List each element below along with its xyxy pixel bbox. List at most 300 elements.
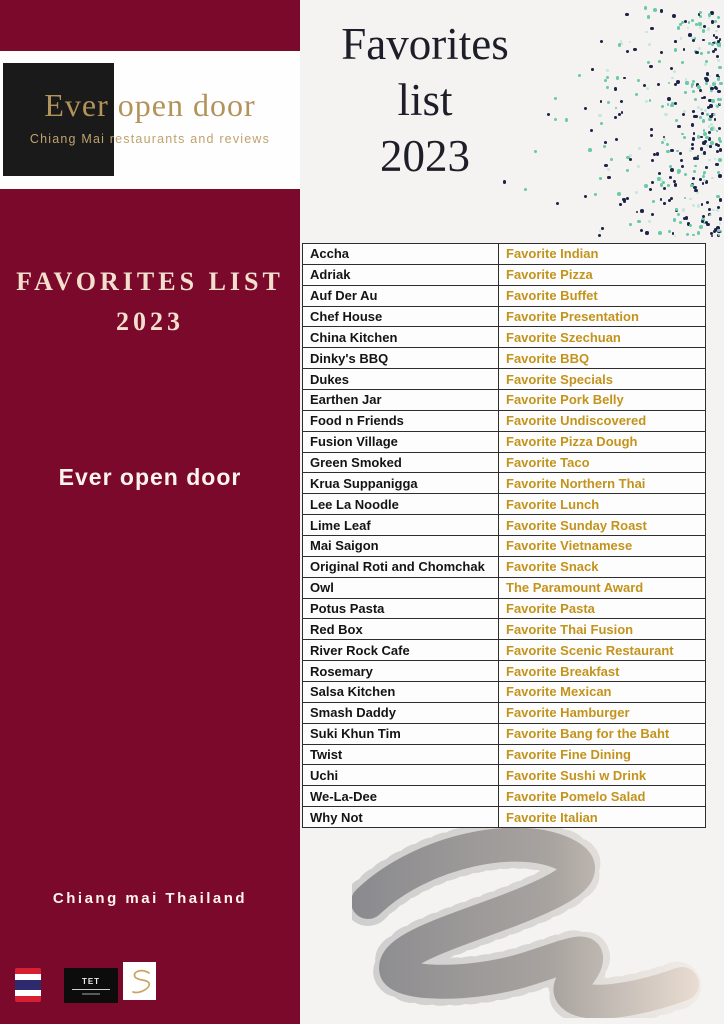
restaurant-name-cell: Green Smoked	[303, 452, 499, 473]
scatter-dot	[699, 89, 702, 92]
restaurant-name-cell: Earthen Jar	[303, 390, 499, 411]
scatter-dot	[648, 43, 651, 46]
restaurant-name-cell: Auf Der Au	[303, 285, 499, 306]
scatter-dot	[698, 13, 701, 16]
table-row	[303, 494, 706, 515]
scatter-dot	[626, 169, 629, 172]
scatter-dot	[667, 184, 670, 187]
table-row	[303, 765, 706, 786]
scatter-dot	[717, 98, 720, 101]
table-row	[303, 348, 706, 369]
page-title-line3: 2023	[380, 131, 470, 181]
scatter-dot	[663, 187, 666, 190]
restaurant-name-cell: Salsa Kitchen	[303, 682, 499, 703]
scatter-dot	[704, 63, 707, 66]
scatter-dot	[710, 90, 713, 93]
scatter-dot	[709, 115, 713, 119]
scatter-dot	[682, 208, 685, 211]
scatter-dot	[691, 37, 694, 40]
scatter-dot	[719, 217, 723, 221]
scatter-dot	[700, 147, 703, 150]
scatter-dot	[692, 110, 695, 113]
scatter-dot	[715, 87, 718, 90]
scatter-dot	[691, 19, 694, 22]
scatter-dot	[692, 39, 695, 42]
scatter-dot	[675, 119, 679, 123]
scatter-dot	[670, 104, 673, 107]
scatter-dot	[687, 27, 689, 29]
restaurant-name-cell: Red Box	[303, 619, 499, 640]
scatter-dot	[600, 100, 603, 103]
scatter-dot	[694, 156, 698, 160]
tet-logo-subtext	[82, 993, 100, 995]
scatter-dot	[675, 208, 678, 211]
restaurant-name-cell: Fusion Village	[303, 431, 499, 452]
scatter-dot	[668, 82, 671, 85]
award-cell: Favorite BBQ	[499, 348, 706, 369]
scatter-dot	[714, 81, 717, 84]
scatter-dot	[697, 204, 700, 207]
scatter-dot	[710, 11, 714, 15]
scatter-dot	[638, 147, 641, 150]
scatter-dot	[695, 51, 698, 54]
favorites-table	[302, 243, 706, 828]
scatter-dot	[669, 176, 672, 179]
scatter-dot	[691, 83, 695, 87]
table-row	[303, 807, 706, 828]
scatter-dot	[607, 168, 610, 171]
scatter-dot	[717, 230, 721, 234]
restaurant-name-cell: Potus Pasta	[303, 598, 499, 619]
scatter-dot	[715, 143, 718, 146]
scatter-dot	[713, 230, 716, 233]
scatter-dot	[716, 209, 719, 212]
restaurant-name-cell: We-La-Dee	[303, 786, 499, 807]
scatter-dot	[660, 51, 663, 54]
scatter-dot	[713, 41, 717, 45]
scatter-dot	[685, 216, 689, 220]
scatter-dot	[620, 40, 622, 42]
scatter-dot	[661, 105, 664, 108]
restaurant-name-cell: Suki Khun Tim	[303, 723, 499, 744]
scatter-dot	[686, 233, 690, 237]
scatter-dot	[694, 115, 698, 119]
scatter-dot	[614, 87, 617, 90]
scatter-dot	[693, 186, 697, 190]
table-row	[303, 702, 706, 723]
scatter-dot	[697, 85, 701, 89]
scatter-dot	[635, 191, 638, 194]
scatter-dot	[702, 119, 705, 122]
award-cell: Favorite Pizza Dough	[499, 431, 706, 452]
scatter-dot	[712, 126, 715, 129]
scatter-dot	[601, 227, 604, 230]
scatter-dot	[719, 198, 723, 202]
scatter-dot	[715, 104, 718, 107]
scatter-dot	[644, 184, 648, 188]
scatter-dot	[669, 165, 672, 168]
scatter-dot	[682, 113, 686, 117]
scatter-dot	[718, 233, 721, 236]
scatter-dot	[643, 84, 646, 87]
scatter-dot	[614, 116, 617, 119]
sidebar-brand: Ever open door	[58, 464, 242, 490]
table-row	[303, 598, 706, 619]
scatter-dot	[677, 171, 681, 175]
flag-stripe	[15, 996, 41, 1002]
scatter-dot	[705, 60, 708, 63]
award-cell: Favorite Italian	[499, 807, 706, 828]
scatter-dot	[668, 230, 671, 233]
scatter-dot	[671, 77, 673, 79]
scatter-dot	[681, 133, 684, 136]
scatter-dot	[647, 61, 650, 64]
scatter-dot	[718, 42, 722, 46]
scatter-dot	[684, 91, 687, 94]
restaurant-name-cell: Accha	[303, 244, 499, 265]
scatter-dot	[699, 178, 702, 181]
scatter-dot	[649, 65, 653, 69]
scatter-dot	[637, 165, 640, 168]
scatter-dot	[666, 143, 669, 146]
scatter-dot	[716, 195, 720, 199]
scatter-dot	[712, 82, 716, 86]
restaurant-name-cell: Lime Leaf	[303, 515, 499, 536]
scatter-dot	[691, 143, 695, 147]
award-cell: The Paramount Award	[499, 577, 706, 598]
restaurant-name-cell: Uchi	[303, 765, 499, 786]
scatter-dot	[713, 128, 716, 131]
scatter-dot	[645, 100, 648, 103]
scatter-dot	[620, 42, 623, 45]
scatter-dot	[598, 234, 601, 237]
scatter-dot	[715, 36, 718, 39]
scatter-dot	[644, 6, 648, 10]
scatter-dot	[650, 134, 653, 137]
scatter-dot	[649, 188, 653, 192]
logo-title: Ever open door	[44, 87, 256, 123]
table-row	[303, 244, 706, 265]
scatter-dot	[657, 83, 660, 86]
scatter-dot	[666, 150, 669, 153]
scatter-dot	[719, 140, 722, 143]
scatter-dot	[565, 118, 568, 121]
favorites-table-body	[303, 244, 706, 828]
table-row	[303, 723, 706, 744]
scatter-dot	[692, 204, 695, 207]
scatter-dot	[705, 166, 708, 169]
scatter-dot	[699, 15, 702, 18]
scatter-dot	[719, 45, 722, 48]
scatter-dot	[645, 231, 648, 234]
scatter-dot	[718, 158, 722, 162]
award-cell: Favorite Sushi w Drink	[499, 765, 706, 786]
scatter-dot	[625, 13, 628, 16]
scatter-dot	[718, 127, 721, 130]
scatter-dot	[700, 108, 703, 111]
scatter-dot	[606, 69, 609, 72]
scatter-dot	[717, 77, 720, 80]
scatter-dot	[606, 76, 609, 79]
scatter-dot	[711, 99, 715, 103]
restaurant-name-cell: River Rock Cafe	[303, 640, 499, 661]
scatter-dot	[584, 107, 587, 110]
restaurant-name-cell: Krua Suppanigga	[303, 473, 499, 494]
scatter-dot	[645, 31, 648, 34]
scatter-dot	[651, 159, 654, 162]
scatter-dot	[588, 148, 592, 152]
scatter-dot	[706, 201, 709, 204]
scatter-dot	[713, 113, 716, 116]
scatter-dot	[660, 183, 664, 187]
scatter-dot	[705, 221, 708, 224]
table-row	[303, 619, 706, 640]
scatter-dot	[554, 97, 557, 100]
restaurant-name-cell: Twist	[303, 744, 499, 765]
scatter-dot	[610, 158, 613, 161]
tet-logo-label: TET	[81, 976, 101, 986]
scatter-dot	[606, 86, 609, 89]
scatter-dot	[658, 172, 661, 175]
scatter-dot	[626, 50, 629, 53]
scatter-dot	[674, 235, 676, 237]
scatter-dot	[705, 77, 708, 80]
table-row	[303, 431, 706, 452]
scatter-dot	[683, 217, 686, 220]
scatter-dot	[708, 159, 710, 161]
table-row	[303, 452, 706, 473]
sidebar-location: Chiang mai Thailand	[52, 890, 248, 907]
scatter-dot	[706, 223, 709, 226]
scatter-dot	[719, 38, 722, 41]
scatter-dot	[708, 137, 711, 140]
scatter-dot	[673, 180, 676, 183]
award-cell: Favorite Mexican	[499, 682, 706, 703]
restaurant-name-cell: Owl	[303, 577, 499, 598]
scatter-dot	[692, 90, 695, 93]
scatter-dot	[703, 171, 706, 174]
scatter-dot	[706, 113, 709, 116]
scatter-dot	[699, 225, 703, 229]
scatter-dot	[677, 26, 681, 30]
scatter-dot	[621, 111, 624, 114]
scatter-dot	[703, 132, 707, 136]
scatter-dot	[708, 213, 711, 216]
restaurant-name-cell: Dinky's BBQ	[303, 348, 499, 369]
signature-icon	[127, 966, 153, 996]
scatter-dot	[554, 118, 558, 122]
scatter-dot	[717, 234, 720, 237]
scatter-dot	[626, 197, 629, 200]
scatter-dot	[704, 140, 707, 143]
scatter-dot	[711, 177, 714, 180]
scatter-dot	[673, 218, 676, 221]
scatter-dot	[716, 105, 719, 108]
scatter-dot	[584, 195, 587, 198]
scatter-dot	[691, 147, 694, 150]
scatter-dot	[701, 97, 704, 100]
award-cell: Favorite Vietnamese	[499, 536, 706, 557]
table-row	[303, 285, 706, 306]
scatter-dot	[701, 220, 704, 223]
scatter-dot	[676, 80, 680, 84]
scatter-dot	[706, 144, 709, 147]
scatter-dot	[629, 154, 632, 157]
restaurant-name-cell: Food n Friends	[303, 410, 499, 431]
scatter-dot	[694, 98, 697, 101]
scatter-dot	[692, 80, 696, 84]
scatter-dot	[718, 174, 721, 177]
scatter-dot	[693, 170, 696, 173]
scatter-dot	[674, 48, 677, 51]
scatter-dot	[662, 181, 665, 184]
scatter-dot	[717, 171, 721, 175]
scatter-dot	[688, 21, 691, 24]
scatter-dot	[664, 113, 667, 116]
table-row	[303, 390, 706, 411]
page-title-line2: list	[397, 75, 453, 125]
restaurant-name-cell: Lee La Noodle	[303, 494, 499, 515]
scatter-dot	[699, 86, 702, 89]
scatter-dot	[622, 198, 626, 202]
sidebar	[0, 0, 300, 1024]
scatter-dot	[697, 106, 700, 109]
scatter-dot	[694, 50, 697, 53]
scatter-dot	[696, 157, 699, 160]
scatter-dot	[697, 231, 701, 235]
scatter-dot	[650, 27, 654, 31]
scatter-dot	[702, 175, 705, 178]
scatter-dot	[719, 148, 722, 151]
scatter-dot	[718, 137, 722, 141]
scatter-dot	[700, 52, 703, 55]
scatter-dot	[618, 113, 621, 116]
scatter-dot	[709, 75, 711, 77]
scatter-dot	[674, 40, 677, 43]
scatter-dot	[684, 173, 687, 176]
scatter-dot	[708, 125, 711, 128]
scatter-dot	[709, 104, 713, 108]
scatter-dot	[649, 99, 652, 102]
scatter-dot	[677, 213, 680, 216]
award-cell: Favorite Indian	[499, 244, 706, 265]
scatter-dot	[650, 128, 653, 131]
tet-logo	[64, 968, 118, 1003]
scatter-dot	[692, 234, 695, 237]
table-row	[303, 744, 706, 765]
award-cell: Favorite Sunday Roast	[499, 515, 706, 536]
scatter-dot	[719, 230, 722, 233]
scatter-dot	[677, 125, 681, 129]
scatter-dot	[697, 135, 701, 139]
scatter-dot	[679, 221, 682, 224]
scatter-dot	[672, 232, 675, 235]
scatter-dot	[658, 60, 661, 63]
scatter-dot	[640, 209, 644, 213]
scatter-dot	[708, 17, 711, 20]
scatter-dot	[699, 26, 702, 29]
scatter-dot	[719, 82, 723, 86]
scatter-dot	[607, 176, 611, 180]
scatter-dot	[640, 229, 643, 232]
scatter-dot	[671, 102, 674, 105]
scatter-dot	[683, 48, 686, 51]
scatter-dot	[619, 203, 622, 206]
scatter-dot	[714, 158, 717, 161]
scatter-dot	[679, 23, 682, 26]
sidebar-heading-line2: 2023	[116, 307, 184, 336]
scatter-dot	[636, 211, 639, 214]
scatter-dot	[687, 222, 691, 226]
scatter-dot	[714, 20, 717, 23]
scatter-dot	[702, 29, 706, 33]
scatter-dot	[694, 189, 697, 192]
scatter-dot	[637, 79, 640, 82]
scatter-dot	[620, 100, 623, 103]
page-title-line1: Favorites	[341, 19, 509, 69]
scatter-dot	[607, 101, 610, 104]
brush-swoosh-decoration	[352, 828, 712, 1018]
scatter-dot	[600, 40, 603, 43]
scatter-dot	[675, 208, 678, 211]
scatter-dot	[653, 8, 657, 12]
scatter-dot	[667, 97, 671, 101]
award-cell: Favorite Hamburger	[499, 702, 706, 723]
scatter-dot	[695, 23, 698, 26]
restaurant-name-cell: Original Roti and Chomchak	[303, 556, 499, 577]
scatter-dot	[685, 81, 688, 84]
scatter-dot	[680, 159, 684, 163]
scatter-dot	[667, 103, 670, 106]
scatter-dot	[701, 112, 704, 115]
table-row	[303, 640, 706, 661]
scatter-dot	[599, 230, 602, 233]
scatter-dot	[696, 83, 700, 87]
scatter-dot	[693, 132, 696, 135]
scatter-dot	[599, 177, 602, 180]
scatter-dot	[651, 213, 655, 217]
scatter-dot	[711, 113, 715, 117]
table-row	[303, 536, 706, 557]
scatter-dot	[716, 150, 719, 153]
page-title	[300, 16, 550, 184]
scatter-dot	[717, 144, 720, 147]
scatter-dot	[702, 141, 706, 145]
scatter-dot	[615, 107, 618, 110]
scatter-dot	[702, 182, 705, 185]
scatter-dot	[708, 118, 711, 121]
scatter-dot	[693, 115, 696, 118]
scatter-dot	[524, 188, 527, 191]
scatter-dot	[714, 48, 717, 51]
scatter-dot	[717, 16, 720, 19]
scatter-dot	[709, 85, 712, 88]
scatter-dot	[683, 136, 686, 139]
scatter-dot	[708, 131, 711, 134]
scatter-dot	[703, 151, 706, 154]
scatter-dot	[703, 129, 706, 132]
scatter-dot	[670, 168, 674, 172]
table-row	[303, 306, 706, 327]
scatter-dot	[702, 39, 705, 42]
scatter-dot	[690, 184, 694, 188]
scatter-dot	[679, 152, 682, 155]
award-cell: Favorite Lunch	[499, 494, 706, 515]
scatter-dot	[718, 103, 721, 106]
restaurant-name-cell: Why Not	[303, 807, 499, 828]
scatter-dot	[689, 148, 692, 151]
scatter-dot	[617, 192, 621, 196]
